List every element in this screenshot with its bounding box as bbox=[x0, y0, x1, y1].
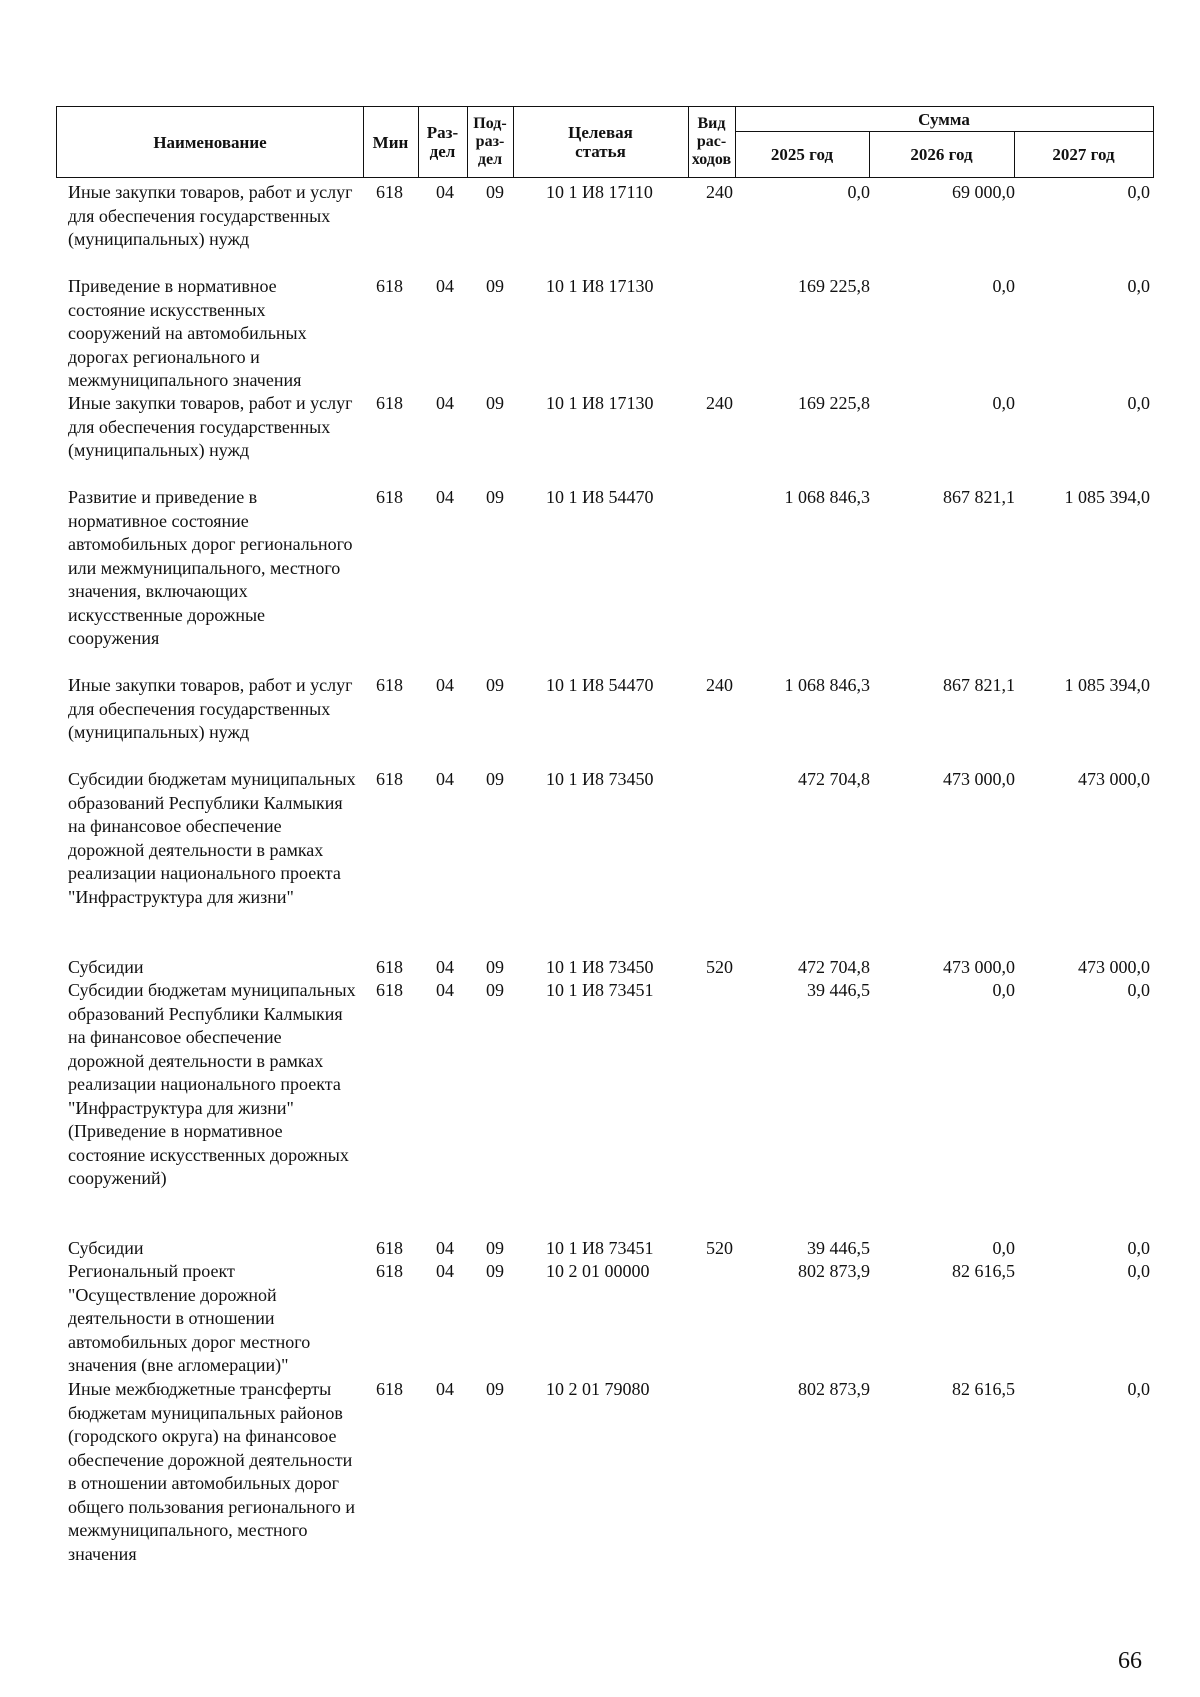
row-razdel: 04 bbox=[436, 769, 454, 789]
row-podrazdel: 09 bbox=[486, 957, 504, 977]
row-2027: 473 000,0 bbox=[1078, 957, 1150, 977]
row-2026: 69 000,0 bbox=[952, 182, 1015, 202]
row-target: 10 1 И8 54470 bbox=[546, 675, 654, 695]
row-2027: 0,0 bbox=[1127, 1238, 1150, 1258]
row-name: Иные закупки товаров, работ и услуг для обеспечения государственных (муниципальных) нужд bbox=[68, 393, 353, 460]
row-name: Иные закупки товаров, работ и услуг для обеспечения государственных (муниципальных) нужд bbox=[68, 675, 353, 742]
row-2025: 169 225,8 bbox=[798, 393, 870, 413]
page-number: 66 bbox=[1118, 1648, 1142, 1674]
row-2027: 1 085 394,0 bbox=[1064, 675, 1150, 695]
row-vid: 520 bbox=[706, 957, 733, 977]
table-header bbox=[56, 106, 1154, 178]
header-2027: 2027 год bbox=[1052, 144, 1115, 164]
row-2026: 0,0 bbox=[992, 1238, 1015, 1258]
row-target: 10 1 И8 73451 bbox=[546, 980, 654, 1000]
row-name: Субсидии bbox=[68, 957, 144, 977]
row-min: 618 bbox=[376, 1379, 403, 1399]
row-target: 10 1 И8 54470 bbox=[546, 487, 654, 507]
row-podrazdel: 09 bbox=[486, 393, 504, 413]
header-podrazdel: Под- раз- дел bbox=[473, 115, 507, 168]
row-podrazdel: 09 bbox=[486, 182, 504, 202]
row-2026: 473 000,0 bbox=[943, 769, 1015, 789]
row-vid: 240 bbox=[706, 675, 733, 695]
header-2026: 2026 год bbox=[910, 144, 973, 164]
row-vid: 240 bbox=[706, 393, 733, 413]
row-name: Субсидии бюджетам муниципальных образований Республики Калмыкия на финансовое обеспечение дорожной деятельности в рамках реализации национального проекта "Инфраструктура для жизни" (Приведение в нормативное состояние искусственных дорожных сооружений) bbox=[68, 980, 356, 1188]
header-sum: Сумма bbox=[918, 109, 970, 129]
row-podrazdel: 09 bbox=[486, 276, 504, 296]
row-razdel: 04 bbox=[436, 393, 454, 413]
row-min: 618 bbox=[376, 487, 403, 507]
header-min: Мин bbox=[372, 132, 409, 152]
row-name: Региональный проект "Осуществление дорожной деятельности в отношении автомобильных дорог местного значения (вне агломерации)" bbox=[68, 1261, 311, 1375]
row-target: 10 1 И8 73451 bbox=[546, 1238, 654, 1258]
row-min: 618 bbox=[376, 1261, 403, 1281]
row-2025: 472 704,8 bbox=[798, 769, 870, 789]
row-2027: 0,0 bbox=[1127, 1261, 1150, 1281]
row-2025: 39 446,5 bbox=[807, 980, 870, 1000]
row-razdel: 04 bbox=[436, 957, 454, 977]
row-2026: 82 616,5 bbox=[952, 1379, 1015, 1399]
row-2025: 802 873,9 bbox=[798, 1261, 870, 1281]
header-vid: Вид рас- ходов bbox=[691, 115, 732, 168]
row-2027: 0,0 bbox=[1127, 980, 1150, 1000]
row-name: Субсидии бюджетам муниципальных образований Республики Калмыкия на финансовое обеспечение дорожной деятельности в рамках реализации национального проекта "Инфраструктура для жизни" bbox=[68, 769, 356, 907]
row-2026: 867 821,1 bbox=[943, 675, 1015, 695]
row-target: 10 1 И8 73450 bbox=[546, 769, 654, 789]
row-target: 10 1 И8 73450 bbox=[546, 957, 654, 977]
row-min: 618 bbox=[376, 1238, 403, 1258]
header-2025: 2025 год bbox=[770, 144, 834, 164]
row-2025: 1 068 846,3 bbox=[784, 487, 870, 507]
row-min: 618 bbox=[376, 769, 403, 789]
row-razdel: 04 bbox=[436, 1379, 454, 1399]
row-target: 10 1 И8 17110 bbox=[546, 182, 653, 202]
row-2027: 0,0 bbox=[1127, 182, 1150, 202]
row-podrazdel: 09 bbox=[486, 487, 504, 507]
row-razdel: 04 bbox=[436, 675, 454, 695]
row-2025: 472 704,8 bbox=[798, 957, 870, 977]
row-podrazdel: 09 bbox=[486, 1379, 504, 1399]
row-min: 618 bbox=[376, 276, 403, 296]
row-name: Иные межбюджетные трансферты бюджетам муниципальных районов (городского округа) на финансовое обеспечение дорожной деятельности в отношении автомобильных дорог общего пользования регионального и межмуниципального, местного значения bbox=[68, 1379, 356, 1564]
row-2027: 0,0 bbox=[1127, 1379, 1150, 1399]
row-2027: 0,0 bbox=[1127, 276, 1150, 296]
row-min: 618 bbox=[376, 957, 403, 977]
row-2026: 473 000,0 bbox=[943, 957, 1015, 977]
row-razdel: 04 bbox=[436, 182, 454, 202]
row-2025: 39 446,5 bbox=[807, 1238, 870, 1258]
row-razdel: 04 bbox=[436, 487, 454, 507]
row-name: Развитие и приведение в нормативное состояние автомобильных дорог регионального или межмуниципального, местного значения, включающих искусственные дорожные сооружения bbox=[68, 487, 353, 648]
row-min: 618 bbox=[376, 393, 403, 413]
row-podrazdel: 09 bbox=[486, 1238, 504, 1258]
header-razdel: Раз- дел bbox=[426, 123, 459, 161]
row-target: 10 2 01 79080 bbox=[546, 1379, 650, 1399]
row-name: Субсидии bbox=[68, 1238, 144, 1258]
row-podrazdel: 09 bbox=[486, 769, 504, 789]
row-razdel: 04 bbox=[436, 276, 454, 296]
row-razdel: 04 bbox=[436, 980, 454, 1000]
header-name: Наименование bbox=[153, 132, 267, 152]
row-vid: 520 bbox=[706, 1238, 733, 1258]
row-podrazdel: 09 bbox=[486, 675, 504, 695]
row-2027: 473 000,0 bbox=[1078, 769, 1150, 789]
row-target: 10 2 01 00000 bbox=[546, 1261, 650, 1281]
row-razdel: 04 bbox=[436, 1261, 454, 1281]
row-2027: 0,0 bbox=[1127, 393, 1150, 413]
row-2026: 867 821,1 bbox=[943, 487, 1015, 507]
row-name: Иные закупки товаров, работ и услуг для обеспечения государственных (муниципальных) нужд bbox=[68, 182, 353, 249]
row-2025: 802 873,9 bbox=[798, 1379, 870, 1399]
row-2025: 1 068 846,3 bbox=[784, 675, 870, 695]
row-2026: 0,0 bbox=[992, 393, 1015, 413]
row-2025: 169 225,8 bbox=[798, 276, 870, 296]
row-vid: 240 bbox=[706, 182, 733, 202]
row-podrazdel: 09 bbox=[486, 1261, 504, 1281]
row-2025: 0,0 bbox=[847, 182, 870, 202]
row-razdel: 04 bbox=[436, 1238, 454, 1258]
row-min: 618 bbox=[376, 980, 403, 1000]
row-min: 618 bbox=[376, 675, 403, 695]
row-target: 10 1 И8 17130 bbox=[546, 393, 654, 413]
header-target: Целевая статья bbox=[568, 123, 633, 161]
row-2027: 1 085 394,0 bbox=[1064, 487, 1150, 507]
row-min: 618 bbox=[376, 182, 403, 202]
row-name: Приведение в нормативное состояние искусственных сооружений на автомобильных дорогах регионального и межмуниципального значения bbox=[68, 276, 307, 390]
row-podrazdel: 09 bbox=[486, 980, 504, 1000]
row-2026: 0,0 bbox=[992, 276, 1015, 296]
row-2026: 0,0 bbox=[992, 980, 1015, 1000]
row-target: 10 1 И8 17130 bbox=[546, 276, 654, 296]
row-2026: 82 616,5 bbox=[952, 1261, 1015, 1281]
